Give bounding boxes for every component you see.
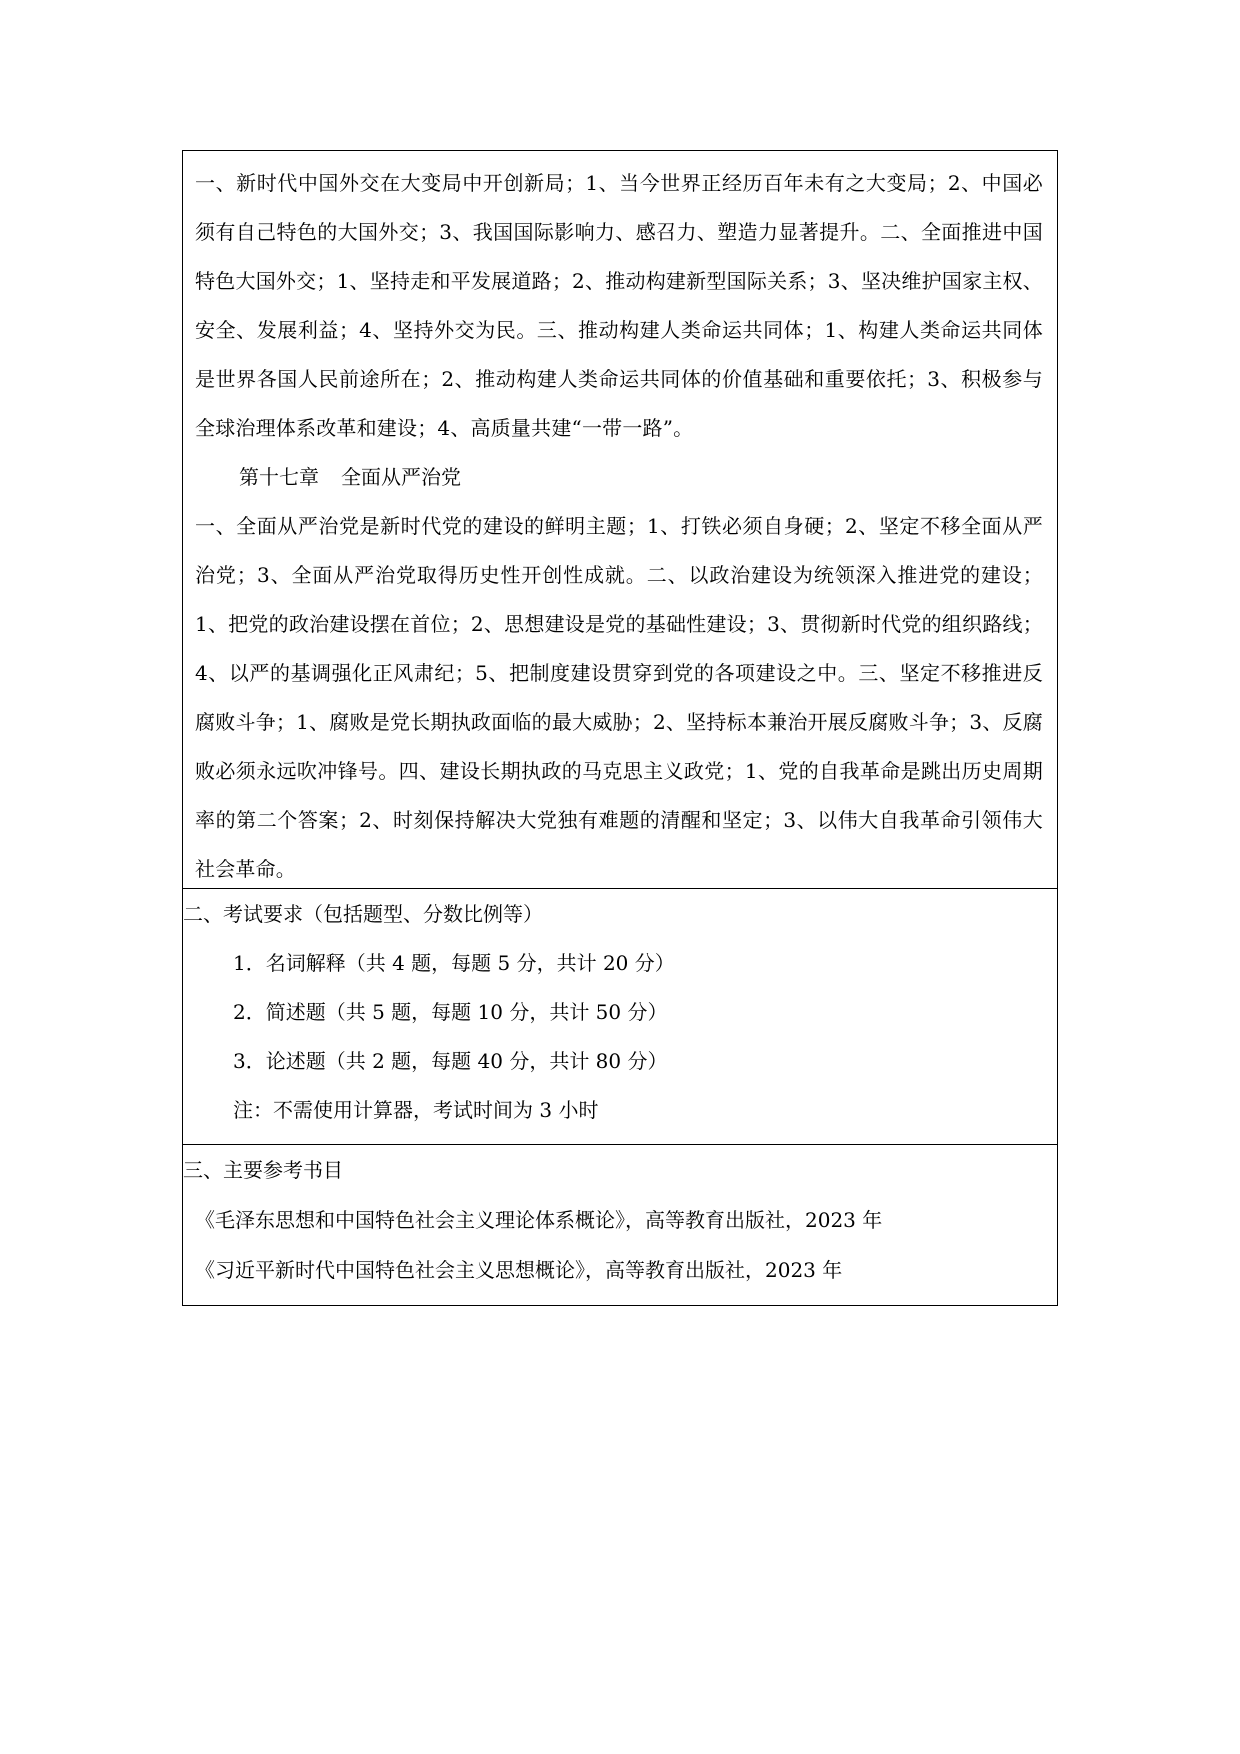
references-heading: 三、主要参考书目 — [183, 1158, 343, 1182]
reference-item: 《毛泽东思想和中国特色社会主义理论体系概论》，高等教育出版社，2023 年 — [195, 1208, 883, 1232]
chapter-17-content: 一、全面从严治党是新时代党的建设的鲜明主题；1、打铁必须自身硬；2、坚定不移全面从严治党；3、全面从严治党取得历史性开创性成就。二、以政治建设为统领深入推进党的建设；1、把党的政治建设摆在首位；2、思想建设是党的基础性建设；3、贯彻新时代党的组织路线；4、以严的基调强化正风肃纪；5、把制度建设贯穿到党的各项建设之中。三、坚定不移推进反腐败斗争；1、腐败是党长期执政面临的最大威胁；2、坚持标本兼治开展反腐败斗争；3、反腐败必须永远吹冲锋号。四、建设长期执政的马克思主义政党；1、党的自我革命是跳出历史周期率的第二个答案；2、时刻保持解决大党独有难题的清醒和坚定；3、以伟大自我革命引领伟大社会革命。 — [195, 514, 1043, 881]
chapter-number: 第十七章 — [239, 465, 319, 489]
exam-item: 3．论述题（共 2 题，每题 40 分，共计 80 分） — [233, 1049, 668, 1073]
exam-item: 2．简述题（共 5 题，每题 10 分，共计 50 分） — [233, 1000, 668, 1024]
exam-requirements-heading: 二、考试要求（包括题型、分数比例等） — [183, 902, 543, 926]
chapter-name: 全面从严治党 — [341, 465, 461, 489]
content-cell — [183, 151, 1057, 889]
chapter-16-content: 一、新时代中国外交在大变局中开创新局；1、当今世界正经历百年未有之大变局；2、中国必须有自己特色的大国外交；3、我国国际影响力、感召力、塑造力显著提升。二、全面推进中国特色大国外交；1、坚持走和平发展道路；2、推动构建新型国际关系；3、坚决维护国家主权、安全、发展利益；4、坚持外交为民。三、推动构建人类命运共同体；1、构建人类命运共同体是世界各国人民前途所在；2、推动构建人类命运共同体的价值基础和重要依托；3、积极参与全球治理体系改革和建设；4、高质量共建“一带一路”。 — [195, 171, 1043, 440]
references-cell — [183, 1145, 1057, 1305]
syllabus-table — [182, 150, 1058, 1306]
chapter-17-title — [195, 453, 1043, 502]
exam-requirements-cell — [183, 889, 1057, 1145]
exam-item: 1．名词解释（共 4 题，每题 5 分，共计 20 分） — [233, 951, 675, 975]
reference-item: 《习近平新时代中国特色社会主义思想概论》，高等教育出版社，2023 年 — [195, 1258, 843, 1282]
exam-note: 注：不需使用计算器，考试时间为 3 小时 — [233, 1098, 599, 1122]
